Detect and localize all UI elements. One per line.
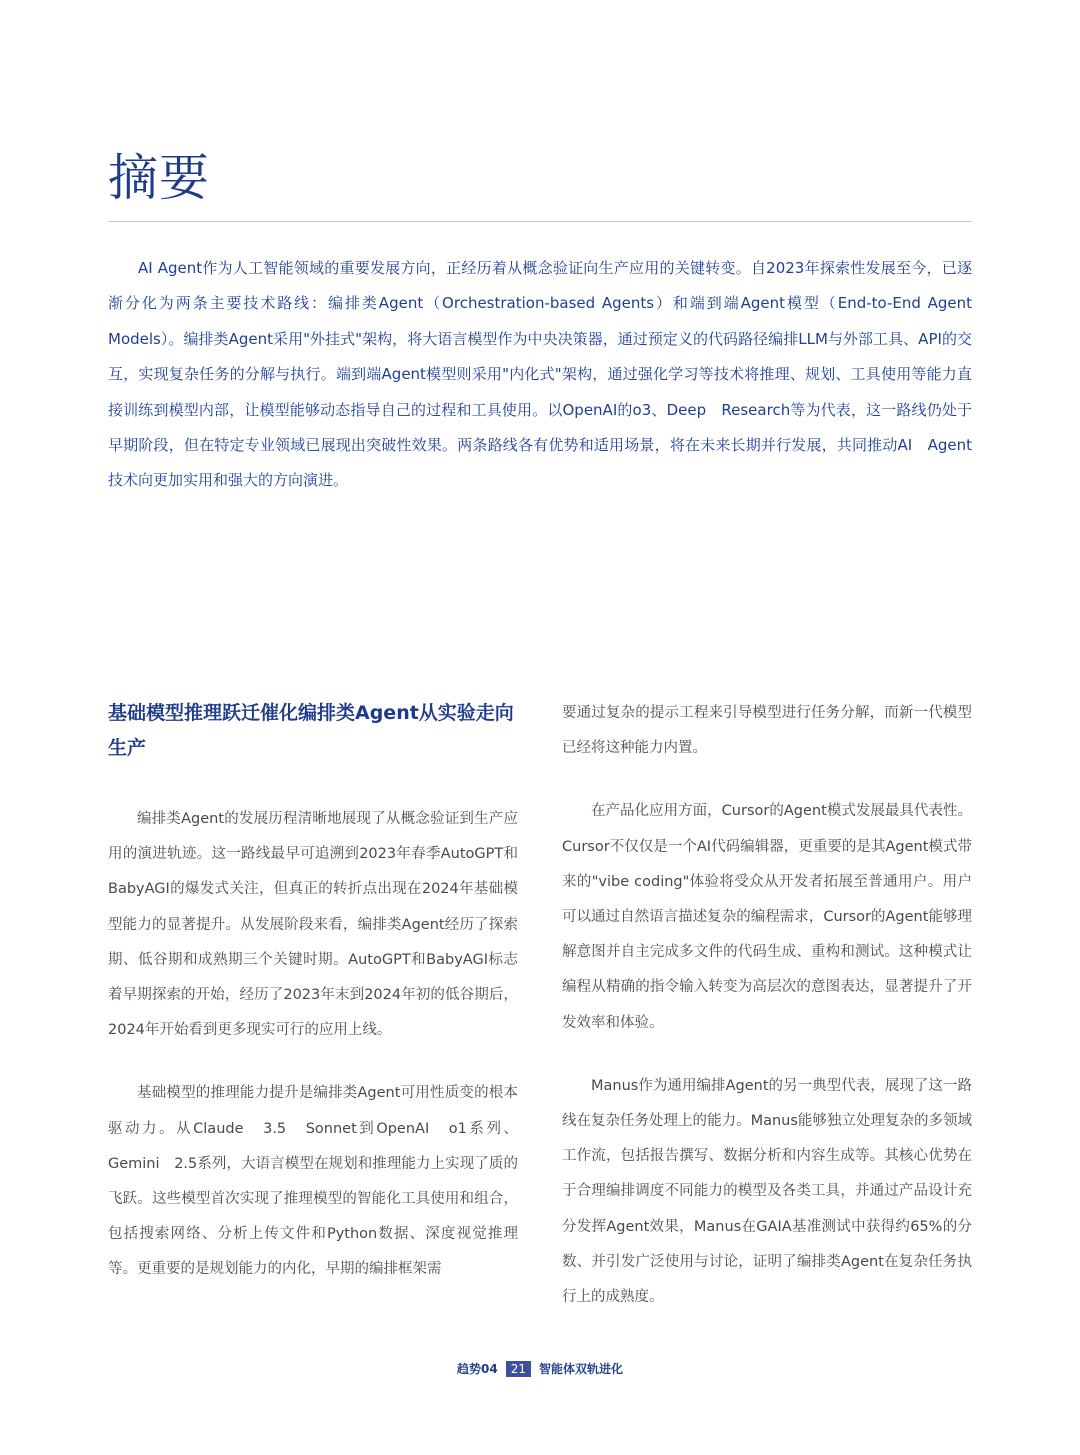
footer-chapter-label: 趋势04 [457, 1362, 498, 1376]
left-column [108, 696, 518, 1316]
section-title: 基础模型推理跃迁催化编排类Agent从实验走向生产 [108, 702, 514, 759]
body-paragraph-continuation: 要通过复杂的提示工程来引导模型进行任务分解，而新一代模型已经将这种能力内置。 [562, 705, 972, 757]
right-column [562, 696, 972, 1343]
footer-chapter-title: 智能体双轨进化 [538, 1362, 623, 1376]
body-paragraph: 编排类Agent的发展历程清晰地展现了从概念验证到生产应用的演进轨迹。这一路线最早可追溯到2023年春季AutoGPT和BabyAGI的爆发式关注，但真正的转折点出现在2024年基础模型能力的显著提升。从发展阶段来看，编排类Agent经历了探索期、低谷期和成熟期三个关键时期。AutoGPT和BabyAGI标志着早期探索的开始，经历了2023年末到2024年初的低谷期后，2024年开始看到更多现实可行的应用上线。 [108, 811, 518, 1039]
body-paragraph: 基础模型的推理能力提升是编排类Agent可用性质变的根本驱动力。从Claude 3.5 Sonnet到OpenAI o1系列、Gemini 2.5系列，大语言模型在规划和推理能力上实现了质的飞跃。这些模型首次实现了推理模型的智能化工具使用和组合，包括搜索网络、分析上传文件和Python数据、深度视觉推理等。更重要的是规划能力的内化，早期的编排框架需 [108, 1085, 518, 1278]
body-paragraph: Manus作为通用编排Agent的另一典型代表，展现了这一路线在复杂任务处理上的能力。Manus能够独立处理复杂的多领域工作流，包括报告撰写、数据分析和内容生成等。其核心优势在于合理编排调度不同能力的模型及各类工具，并通过产品设计充分发挥Agent效果，Manus在GAIA基准测试中获得约65%的分数、并引发广泛使用与讨论，证明了编排类Agent在复杂任务执行上的成熟度。 [562, 1077, 972, 1306]
page-number: 21 [506, 1361, 531, 1377]
abstract-paragraph: AI Agent作为人工智能领域的重要发展方向，正经历着从概念验证向生产应用的关键转变。自2023年探索性发展至今，已逐渐分化为两条主要技术路线：编排类Agent（Orchestration-based Agents）和端到端Agent模型（End-to-End Agent Models）。编排类Agent采用"外挂式"架构，将大语言模型作为中央决策器，通过预定义的代码路径编排LLM与外部工具、API的交互，实现复杂任务的分解与执行。端到端Agent模型则采用"内化式"架构，通过强化学习等技术将推理、规划、工具使用等能力直接训练到模型内部，让模型能够动态指导自己的过程和工具使用。以OpenAI的o3、Deep Research等为代表，这一路线仍处于早期阶段，但在特定专业领域已展现出突破性效果。两条路线各有优势和适用场景，将在未来长期并行发展，共同推动AI Agent技术向更加实用和强大的方向演进。 [108, 259, 972, 490]
page-footer [0, 1360, 1080, 1377]
page-title: 摘要 [108, 149, 210, 207]
title-divider [108, 221, 972, 222]
body-paragraph: 在产品化应用方面，Cursor的Agent模式发展最具代表性。Cursor不仅仅是一个AI代码编辑器，更重要的是其Agent模式带来的"vibe coding"体验将受众从开发者拓展至普通用户。用户可以通过自然语言描述复杂的编程需求，Cursor的Agent能够理解意图并自主完成多文件的代码生成、重构和测试。这种模式让编程从精确的指令输入转变为高层次的意图表达，显著提升了开发效率和体验。 [562, 803, 972, 1031]
